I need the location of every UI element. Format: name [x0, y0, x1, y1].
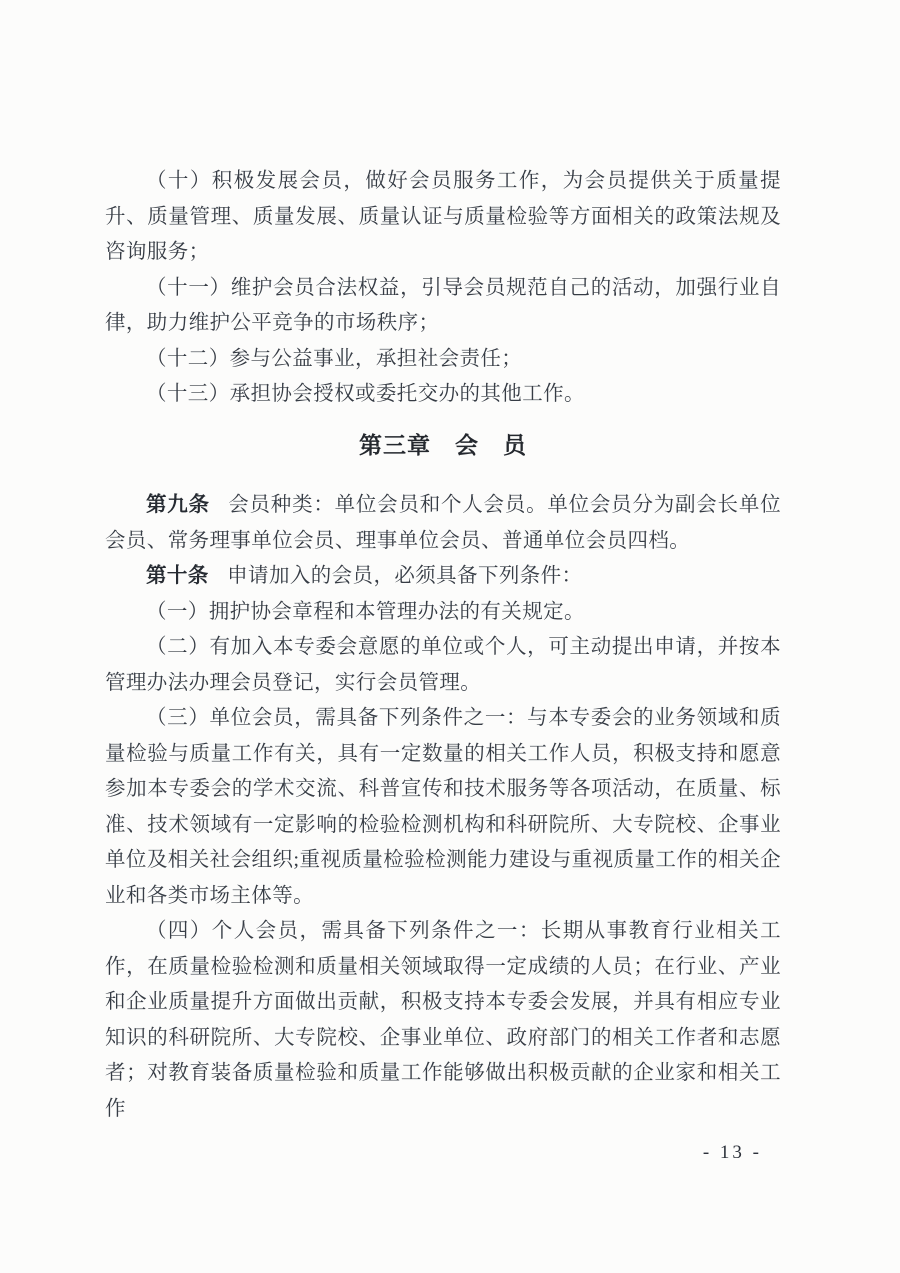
- article-10-text: 申请加入的会员，必须具备下列条件：: [227, 565, 583, 587]
- clause-12-paragraph: （十二）参与公益事业，承担社会责任；: [146, 347, 523, 370]
- article-10-term: 第十条: [146, 565, 209, 587]
- article-9-term: 第九条: [146, 494, 210, 516]
- page-number: - 13 -: [702, 1142, 762, 1163]
- chapter-heading: 第三章 会 员: [359, 432, 527, 458]
- clause-13-paragraph: （十三）承担协会授权或委托交办的其他工作。: [146, 383, 585, 405]
- condition-1-paragraph: （一）拥护协会章程和本管理办法的有关规定。: [146, 600, 585, 623]
- article-9-text: 会员种类：单位会员和个人会员。单位会员分为副会长单位会员、常务理事单位会员、理事单位会员、普通单位会员四档。: [105, 494, 781, 552]
- article-10-paragraph: [105, 559, 781, 595]
- article-9-paragraph: [105, 488, 781, 559]
- condition-4-paragraph: （四）个人会员，需具备下列条件之一：长期从事教育行业相关工作，在质量检验检测和质量相关领域取得一定成绩的人员；在行业、产业和企业质量提升方面做出贡献，积极支持本专委会发展，并具有相应专业知识的科研院所、大专院校、企事业单位、政府部门的相关工作者和志愿者；对教育装备质量检验和质量工作能够做出积极贡献的企业家和相关工作: [105, 920, 781, 1120]
- clause-10-paragraph: （十）积极发展会员，做好会员服务工作，为会员提供关于质量提升、质量管理、质量发展、质量认证与质量检验等方面相关的政策法规及咨询服务；: [105, 170, 781, 263]
- clause-11-paragraph: （十一）维护会员合法权益，引导会员规范自己的活动，加强行业自律，助力维护公平竞争的市场秩序；: [105, 276, 781, 334]
- condition-3-paragraph: （三）单位会员，需具备下列条件之一：与本专委会的业务领域和质量检验与质量工作有关，具有一定数量的相关工作人员，积极支持和愿意参加本专委会的学术交流、科普宣传和技术服务等各项活动，在质量、标准、技术领域有一定影响的检验检测机构和科研院所、大专院校、企事业单位及相关社会组织;重视质量检验检测能力建设与重视质量工作的相关企业和各类市场主体等。: [105, 707, 781, 907]
- condition-2-paragraph: （二）有加入本专委会意愿的单位或个人，可主动提出申请，并按本管理办法办理会员登记，实行会员管理。: [105, 636, 781, 694]
- document-body: [105, 164, 781, 1127]
